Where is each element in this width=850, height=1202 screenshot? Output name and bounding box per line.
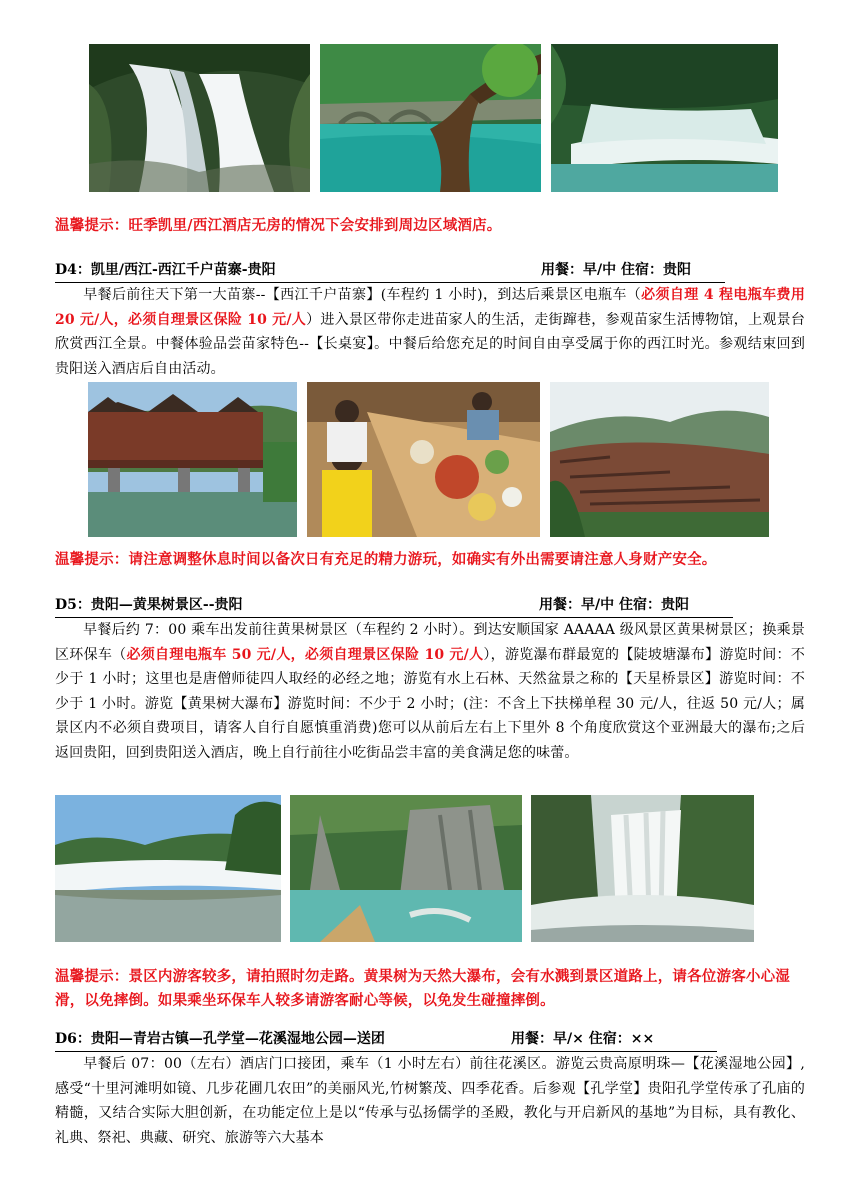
day4-fee-note: 必须自理 4 程电瓶车费用 20 元/人，必须自理景区保险 10 元/人 — [55, 287, 805, 328]
day4-header — [55, 260, 725, 283]
day5-description: 早餐后约 7：00 乘车出发前往黄果树景区（车程约 2 小时）。到达安顺国家 AAAAA 级风景区黄果树景区；换乘景区环保车（必须自理电瓶车 50 元/人，必须自理景区保险 10 元/人），游览瀑布群最宽的【陡坡塘瀑布】游览时间：不少于 1 小时；这里也是唐僧师徒四人取经的必经之地；游览有水上石林、天然盆景之称的【天星桥景区】游览时间：不少于 1 小时。游览【黄果树大瀑布】游览时间：不少于 2 小时；(注：不含上下扶梯单程 30 元/人，往返 50 元/人；属景区内不必须自费项目，请客人自行自愿慎重消费)您可以从前后左右上下里外 8 个角度欣赏这个亚洲最大的瀑布;之后返回贵阳，回到贵阳送入酒店，晚上自行前往小吃街品尝丰富的美食满足您的味蕾。 — [55, 622, 805, 761]
long-table-feast-photo — [307, 382, 540, 537]
tip-3: 温馨提示：景区内游客较多，请拍照时勿走路。黄果树为天然大瀑布，会有水溅到景区道路上，请各位游客小心湿滑，以免摔倒。如果乘坐环保车人较多请游客耐心等候，以免发生碰撞摔倒。 — [55, 968, 790, 1009]
tip-1: 温馨提示：旺季凯里/西江酒店无房的情况下会安排到周边区域酒店。 — [55, 217, 502, 234]
day5-meals: 用餐：早/中 住宿：贵阳 — [539, 597, 689, 613]
day6-meals: 用餐：早/× 住宿：×× — [511, 1031, 655, 1047]
day4-title: D4：凯里/西江-西江千户苗寨-贵阳 — [55, 262, 276, 278]
day5-fee-note: 必须自理电瓶车 50 元/人，必须自理景区保险 10 元/人 — [126, 646, 484, 663]
wind-rain-bridge-photo — [88, 382, 297, 537]
day5-title: D5：贵阳—黄果树景区--贵阳 — [55, 597, 243, 613]
day4-description: 早餐后前往天下第一大苗寨--【西江千户苗寨】(车程约 1 小时)，到达后乘景区电瓶车（必须自理 4 程电瓶车费用 20 元/人，必须自理景区保险 10 元/人）进入景区带你走进苗家人的生活，走街蹿巷，参观苗家生活博物馆，上观景台欣赏西江全景。中餐体验品尝苗家特色--【长桌宴】。中餐后给您充足的时间自由享受属于你的西江时光。参观结束回到贵阳送入酒店后自由活动。 — [55, 287, 805, 377]
day4-meals: 用餐：早/中 住宿：贵阳 — [541, 262, 691, 278]
huangguoshu-waterfall-photo — [531, 795, 754, 942]
day6-title: D6：贵阳—青岩古镇—孔学堂—花溪湿地公园—送团 — [55, 1031, 385, 1047]
doupotang-waterfall-photo — [55, 795, 281, 942]
day6-description: 早餐后 07：00（左右）酒店门口接团，乘车（1 小时左右）前往花溪区。游览云贵高原明珠—【花溪湿地公园】,感受“十里河滩明如镜、几步花圃几农田”的美丽风光,竹树繁茂、四季花香。后参观【孔学堂】贵阳孔学堂传承了孔庙的精髓，又结合实际大胆创新，在功能定位上是以“传承与弘扬儒学的圣殿，教化与开启新风的基地”为目标，具有教化、礼典、祭祀、典藏、研究、旅游等六大基本 — [55, 1056, 805, 1146]
day5-header — [55, 595, 733, 618]
tip-2: 温馨提示：请注意调整休息时间以备次日有充足的精力游玩，如确实有外出需要请注意人身财产安全。 — [55, 551, 717, 568]
waterfall-photo-1 — [89, 44, 310, 192]
tianxingqiao-photo — [290, 795, 522, 942]
cascade-photo — [551, 44, 778, 192]
river-bridge-photo — [320, 44, 541, 192]
day6-header — [55, 1029, 717, 1052]
miao-village-photo — [550, 382, 769, 537]
